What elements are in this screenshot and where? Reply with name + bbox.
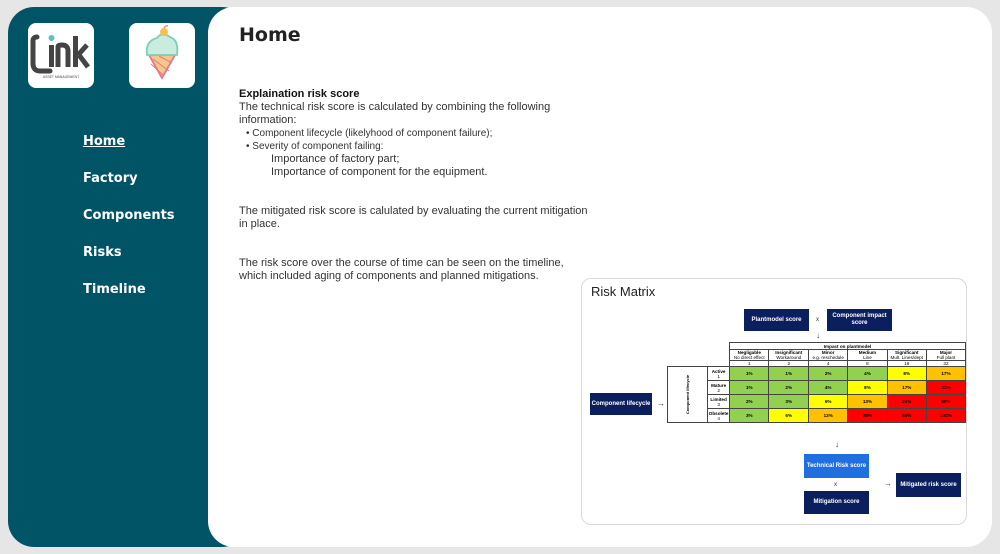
column-header xyxy=(769,350,809,361)
column-header xyxy=(848,350,887,361)
bullet-severity: • Severity of component failing: xyxy=(246,141,384,152)
link-logo[interactable] xyxy=(28,23,94,88)
nav-risks[interactable]: Risks xyxy=(83,245,122,260)
bullet-lifecycle: • Component lifecycle (likelyhood of component failure); xyxy=(246,128,493,139)
impact-header: Impact on plantmodel xyxy=(730,343,966,350)
column-header xyxy=(730,350,769,361)
matrix-cell: 4% xyxy=(809,381,848,395)
column-desc: e.g. reschedule xyxy=(812,355,844,360)
column-name: Medium xyxy=(858,350,877,355)
matrix-cell: 13% xyxy=(809,409,848,423)
row-header xyxy=(708,367,730,381)
column-desc: Line xyxy=(863,355,872,360)
ice-cream-logo[interactable] xyxy=(129,23,195,88)
multiply-sign-2: x xyxy=(834,482,837,488)
row-header xyxy=(708,395,730,409)
row-number: 4 xyxy=(717,415,720,421)
svg-text:ASSET MANAGEMENT: ASSET MANAGEMENT xyxy=(42,75,80,79)
arrow-right-icon: → xyxy=(657,399,665,408)
risk-explanation xyxy=(239,88,589,283)
matrix-cell: 25% xyxy=(848,409,887,423)
multiply-sign-1: x xyxy=(816,317,819,323)
matrix-cell: 2% xyxy=(769,381,809,395)
column-desc: Mult. Lines/dept xyxy=(890,355,923,360)
bullet-list xyxy=(246,127,589,153)
row-header xyxy=(708,409,730,423)
main-nav xyxy=(83,133,175,318)
row-number: 2 xyxy=(717,387,720,393)
explanation-paragraph-3: The risk score over the course of time can be seen on the timeline, which included aging of components and planned mitigations. xyxy=(239,257,564,282)
column-number: 8 xyxy=(848,361,887,367)
explanation-paragraph-2: The mitigated risk score is calulated by evaluating the current mitigation in place. xyxy=(239,205,588,230)
column-number: 2 xyxy=(769,361,809,367)
risk-matrix-table xyxy=(667,342,966,423)
matrix-spacer xyxy=(668,343,730,350)
column-header xyxy=(926,350,965,361)
plantmodel-score-box: Plantmodel score xyxy=(744,309,809,331)
risk-matrix-card xyxy=(581,278,967,525)
column-desc: Full plant xyxy=(936,355,956,360)
link-logo-icon xyxy=(28,23,94,88)
matrix-cell: 2% xyxy=(809,367,848,381)
row-name: Mature xyxy=(711,382,727,388)
matrix-cell: 17% xyxy=(926,367,965,381)
column-number: 1 xyxy=(730,361,769,367)
matrix-cell: 25% xyxy=(887,395,926,409)
main-content xyxy=(208,7,992,547)
row-name: Limited xyxy=(710,396,727,402)
arrow-right-icon-2: → xyxy=(884,479,892,488)
column-number: 4 xyxy=(809,361,848,367)
risk-matrix-title: Risk Matrix xyxy=(591,284,656,299)
column-name: Negligable xyxy=(737,350,761,355)
matrix-cell: 100% xyxy=(926,409,965,423)
column-header xyxy=(809,350,848,361)
matrix-cell: 50% xyxy=(887,409,926,423)
row-name: Obsolete xyxy=(708,410,729,416)
component-impact-score-box: Component impact score xyxy=(827,309,892,331)
column-name: Insignificant xyxy=(775,350,803,355)
matrix-cell: 1% xyxy=(769,367,809,381)
lifecycle-axis-text: Component lifecycle xyxy=(685,374,691,415)
matrix-cell: 13% xyxy=(848,395,887,409)
matrix-cell: 1% xyxy=(730,367,769,381)
column-desc: Workaround xyxy=(776,355,802,360)
matrix-cell: 8% xyxy=(887,367,926,381)
nav-factory[interactable]: Factory xyxy=(83,171,138,186)
component-lifecycle-box: Component lifecycle xyxy=(590,393,652,415)
matrix-cell: 8% xyxy=(848,381,887,395)
mitigated-risk-score-box: Mitigated risk score xyxy=(896,473,961,497)
matrix-cell: 4% xyxy=(848,367,887,381)
mitigation-score-box: Mitigation score xyxy=(804,491,869,514)
column-header xyxy=(887,350,926,361)
matrix-cell: 2% xyxy=(730,395,769,409)
explanation-paragraph-1: The technical risk score is calculated by combining the following information: xyxy=(239,101,551,126)
row-number: 1 xyxy=(717,373,720,379)
sub-item-component-importance: Importance of component for the equipment. xyxy=(271,166,488,178)
column-desc: No direct effect xyxy=(733,355,765,360)
sub-item-factory-part: Importance of factory part; xyxy=(271,153,400,165)
technical-risk-score-box: Technical Risk score xyxy=(804,454,869,478)
arrow-down-icon: ↓ xyxy=(816,331,820,340)
row-name: Active xyxy=(711,368,726,374)
column-number: 32 xyxy=(926,361,965,367)
nav-timeline[interactable]: Timeline xyxy=(83,282,146,297)
lifecycle-axis-label xyxy=(668,367,708,423)
nav-components[interactable]: Components xyxy=(83,208,175,223)
matrix-cell: 3% xyxy=(730,409,769,423)
matrix-cell: 3% xyxy=(769,395,809,409)
matrix-cell: 6% xyxy=(769,409,809,423)
matrix-cell: 50% xyxy=(926,395,965,409)
matrix-cell: 33% xyxy=(926,381,965,395)
column-name: Major xyxy=(939,350,953,355)
arrow-down-icon-2: ↓ xyxy=(835,440,839,449)
column-number: 16 xyxy=(887,361,926,367)
row-header xyxy=(708,381,730,395)
explanation-heading: Explaination risk score xyxy=(239,88,360,100)
matrix-spacer xyxy=(668,350,730,361)
ice-cream-icon xyxy=(129,23,195,88)
nav-home[interactable]: Home xyxy=(83,134,126,149)
page-title: Home xyxy=(239,24,301,46)
matrix-cell: 6% xyxy=(809,395,848,409)
matrix-cell: 1% xyxy=(730,381,769,395)
row-number: 3 xyxy=(717,401,720,407)
matrix-cell: 17% xyxy=(887,381,926,395)
column-name: Minor xyxy=(821,350,835,355)
column-name: Significant xyxy=(895,350,919,355)
